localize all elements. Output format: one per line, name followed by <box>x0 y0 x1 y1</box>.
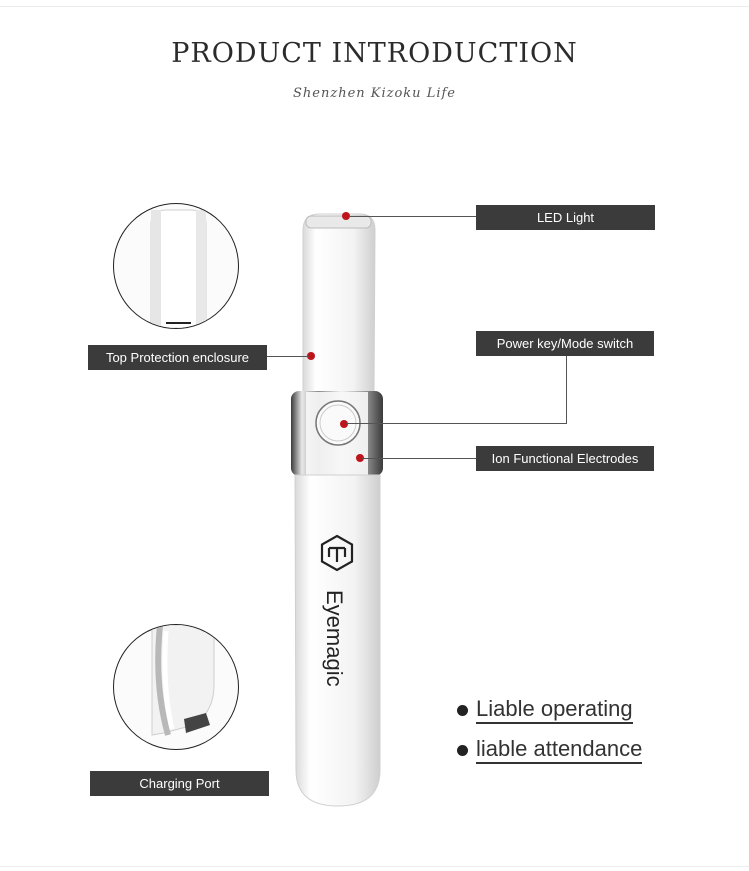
bullet-icon <box>457 745 468 756</box>
label-ion-electrodes: Ion Functional Electrodes <box>476 446 654 471</box>
leader-power-h <box>346 423 567 424</box>
brand-name: Eyemagic <box>322 590 347 687</box>
bottom-divider <box>0 866 749 867</box>
leader-electrodes <box>362 458 477 459</box>
marker-power <box>340 420 348 428</box>
marker-led <box>342 212 350 220</box>
detail-circle-charging-port <box>113 624 239 750</box>
label-charging-port: Charging Port <box>90 771 269 796</box>
page-title: PRODUCT INTRODUCTION <box>171 38 578 69</box>
device-top-cap <box>303 214 375 392</box>
leader-led <box>350 216 477 217</box>
label-led-light: LED Light <box>476 205 655 230</box>
leader-top-cap <box>265 356 309 357</box>
page-subtitle: Shenzhen Kizoku Life <box>293 86 456 101</box>
feature-item: Liable operating <box>457 696 633 722</box>
bullet-icon <box>457 705 468 716</box>
label-top-protection: Top Protection enclosure <box>88 345 267 370</box>
led-strip <box>306 216 371 228</box>
feature-item: liable attendance <box>457 736 642 762</box>
leader-power-v <box>566 356 567 423</box>
label-power-key: Power key/Mode switch <box>476 331 654 356</box>
detail-circle-top-cap <box>113 203 239 329</box>
